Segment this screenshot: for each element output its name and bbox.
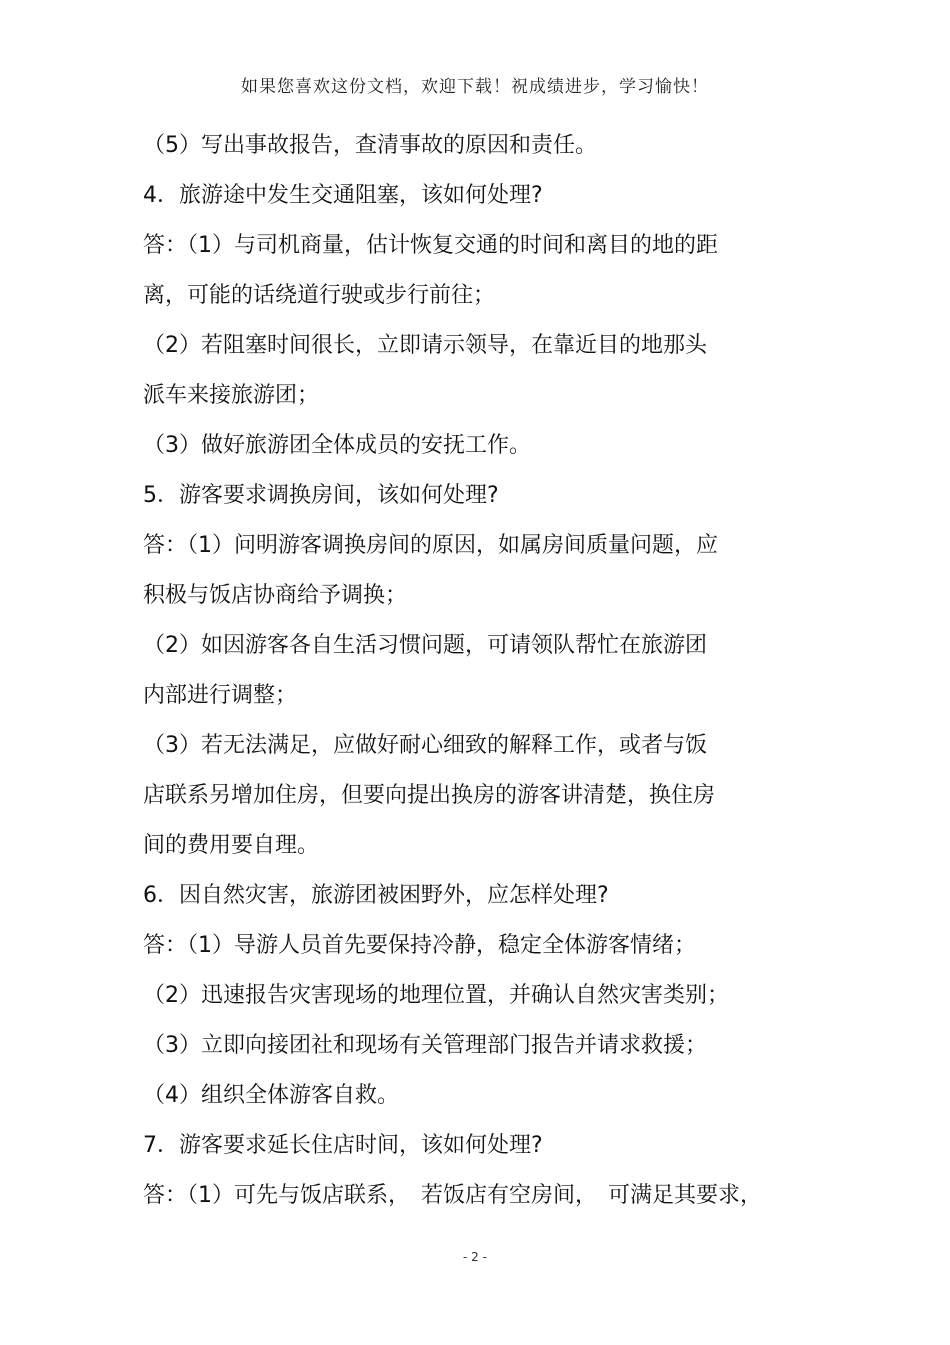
text-line: 间的费用要自理。 — [143, 833, 320, 858]
question-heading: 6．因自然灾害，旅游团被困野外，应怎样处理? — [143, 883, 609, 908]
question-heading: 7．游客要求延长住店时间，该如何处理? — [143, 1133, 543, 1158]
text-line: （2）若阻塞时间很长，立即请示领导，在靠近目的地那头 — [143, 333, 707, 358]
text-line: （3）若无法满足，应做好耐心细致的解释工作，或者与饭 — [143, 733, 707, 758]
text-line: （3）立即向接团社和现场有关管理部门报告并请求救援； — [143, 1033, 707, 1058]
question-heading: 4．旅游途中发生交通阻塞，该如何处理? — [143, 183, 543, 208]
text-line: 派车来接旅游团； — [143, 383, 320, 408]
question-heading: 5．游客要求调换房间，该如何处理? — [143, 483, 499, 508]
text-line: 答：（1）导游人员首先要保持冷静，稳定全体游客情绪； — [143, 933, 696, 958]
text-line: 积极与饭店协商给予调换； — [143, 583, 408, 608]
text-line: （2）迅速报告灾害现场的地理位置，并确认自然灾害类别； — [143, 983, 729, 1008]
page-number: - 2 - — [463, 1250, 487, 1264]
text-line: 答：（1）与司机商量，估计恢复交通的时间和离目的地的距 — [143, 233, 718, 258]
text-line: 店联系另增加住房，但要向提出换房的游客讲清楚，换住房 — [143, 783, 716, 808]
text-line: 内部进行调整； — [143, 683, 298, 708]
text-line: 离，可能的话绕道行驶或步行前往； — [143, 283, 496, 308]
text-line: 答：（1）问明游客调换房间的原因，如属房间质量问题，应 — [143, 533, 718, 558]
text-line: （2）如因游客各自生活习惯问题，可请领队帮忙在旅游团 — [143, 633, 707, 658]
text-line: （3）做好旅游团全体成员的安抚工作。 — [143, 433, 531, 458]
page-header: 如果您喜欢这份文档，欢迎下载！祝成绩进步，学习愉快！ — [241, 77, 709, 97]
text-line: （5）写出事故报告，查清事故的原因和责任。 — [143, 133, 597, 158]
text-line: 答：（1）可先与饭店联系， 若饭店有空房间， 可满足其要求， — [143, 1183, 762, 1208]
document-body — [143, 127, 823, 1227]
text-line: （4）组织全体游客自救。 — [143, 1083, 399, 1108]
